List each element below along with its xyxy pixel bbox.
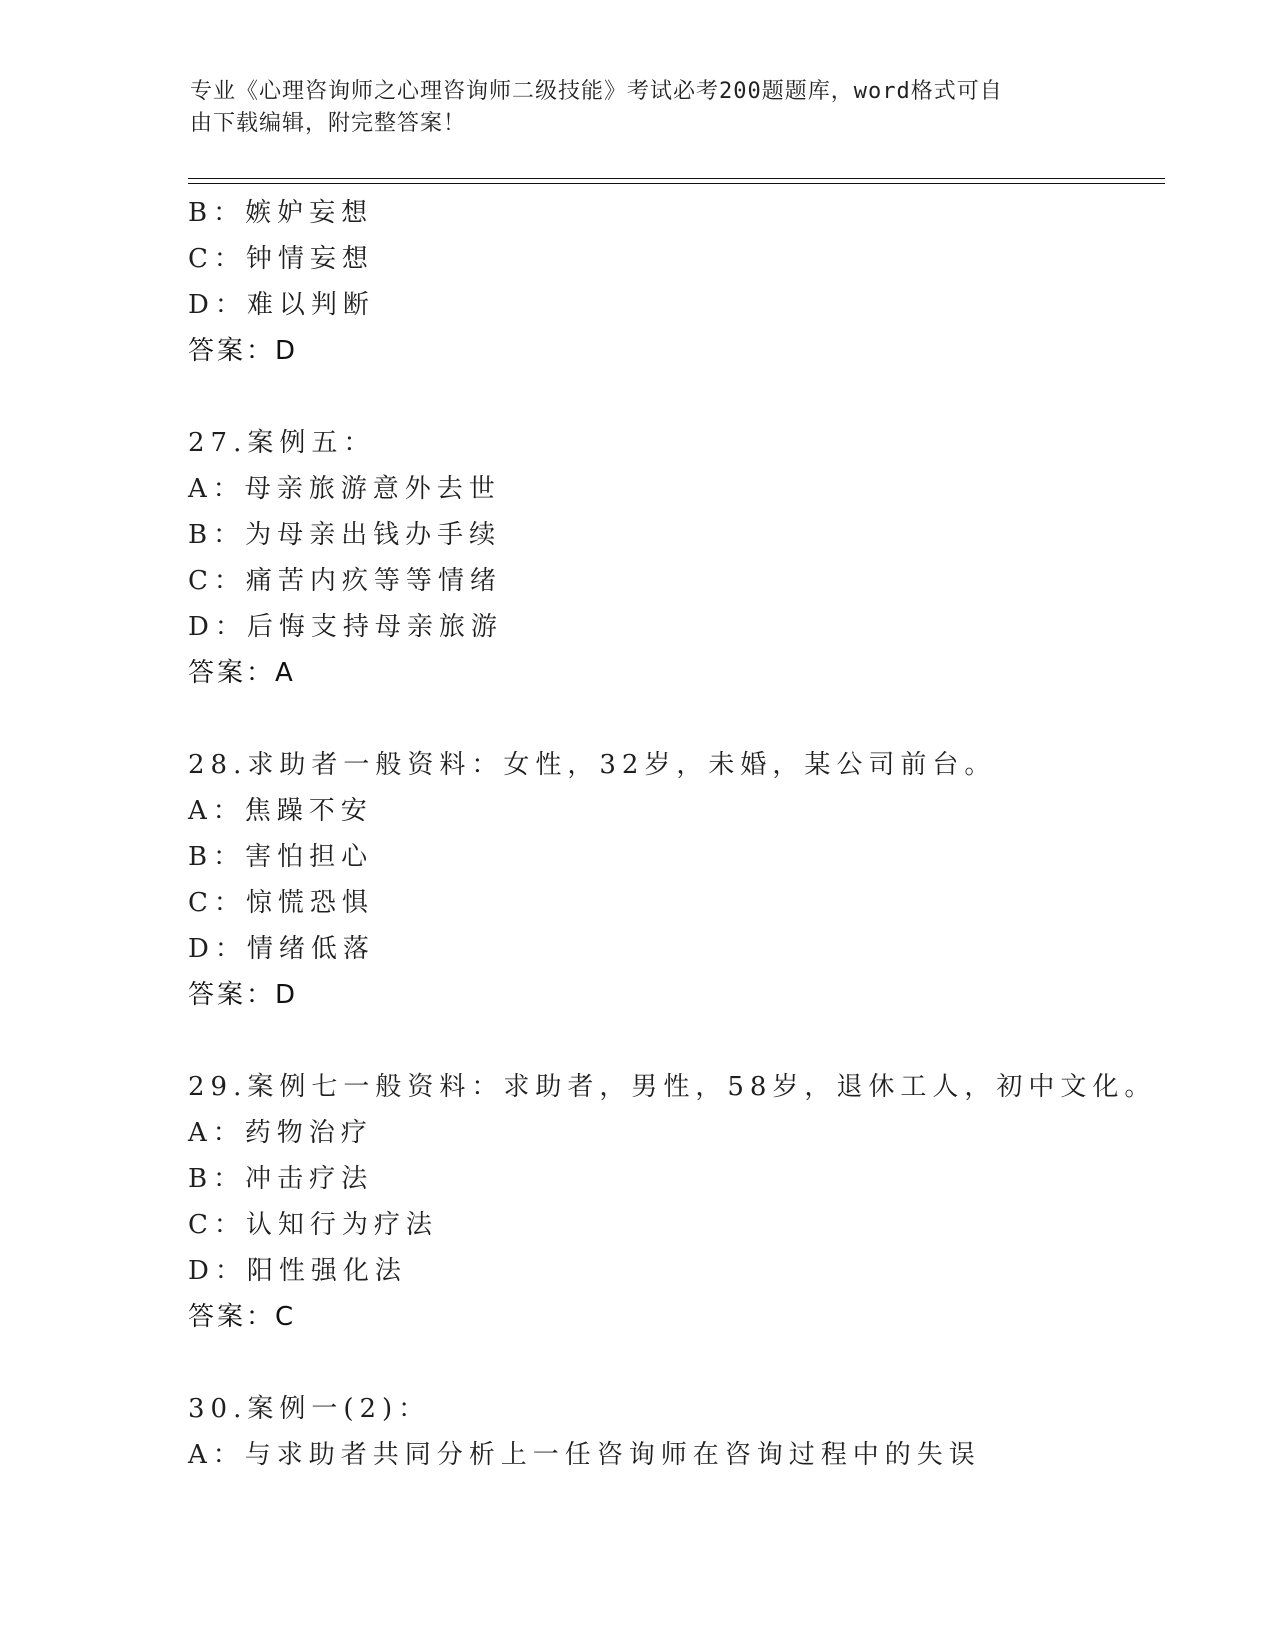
option-b: B：冲击疗法 — [188, 1164, 374, 1194]
answer-line: 答案：D — [188, 980, 299, 1010]
option-d: D：情绪低落 — [188, 934, 375, 964]
header-line-1: 专业《心理咨询师之心理咨询师二级技能》考试必考200题题库，word格式可自 — [190, 79, 1003, 104]
option-b: B：为母亲出钱办手续 — [188, 520, 502, 550]
option-d: D：阳性强化法 — [188, 1256, 407, 1286]
option-d: D：后悔支持母亲旅游 — [188, 612, 503, 642]
question-stem: 27.案例五： — [188, 428, 376, 458]
document-header — [190, 76, 1090, 140]
question-30 — [188, 1386, 1148, 1478]
header-divider-bottom — [188, 183, 1165, 184]
answer-line: 答案：A — [188, 658, 296, 688]
question-28 — [188, 742, 1148, 1018]
option-c: C：钟情妄想 — [188, 244, 374, 274]
question-stem: 29.案例七一般资料：求助者，男性，58岁，退休工人，初中文化。 — [188, 1072, 1157, 1102]
question-stem: 30.案例一(2)： — [188, 1394, 431, 1424]
option-d: D：难以判断 — [188, 290, 375, 320]
option-a: A：药物治疗 — [188, 1118, 373, 1148]
option-a: A：母亲旅游意外去世 — [188, 474, 501, 504]
question-gap — [188, 696, 1148, 742]
option-b: B：嫉妒妄想 — [188, 198, 374, 228]
option-a: A：焦躁不安 — [188, 796, 373, 826]
question-gap — [188, 374, 1148, 420]
question-gap — [188, 1340, 1148, 1386]
option-c: C：认知行为疗法 — [188, 1210, 438, 1240]
question-27 — [188, 420, 1148, 696]
answer-line: 答案：C — [188, 1302, 297, 1332]
question-29 — [188, 1064, 1157, 1340]
document-content — [188, 190, 1157, 1478]
option-a: A：与求助者共同分析上一任咨询师在咨询过程中的失误 — [188, 1440, 981, 1470]
question-block-continued — [188, 190, 1148, 374]
question-gap — [188, 1018, 1148, 1064]
header-line-2: 由下载编辑，附完整答案！ — [190, 111, 467, 136]
answer-line: 答案：D — [188, 336, 299, 366]
option-c: C：痛苦内疚等等情绪 — [188, 566, 502, 596]
option-b: B：害怕担心 — [188, 842, 374, 872]
option-c: C：惊慌恐惧 — [188, 888, 374, 918]
header-divider-top — [188, 178, 1165, 179]
question-stem: 28.求助者一般资料：女性，32岁，未婚，某公司前台。 — [188, 750, 997, 780]
